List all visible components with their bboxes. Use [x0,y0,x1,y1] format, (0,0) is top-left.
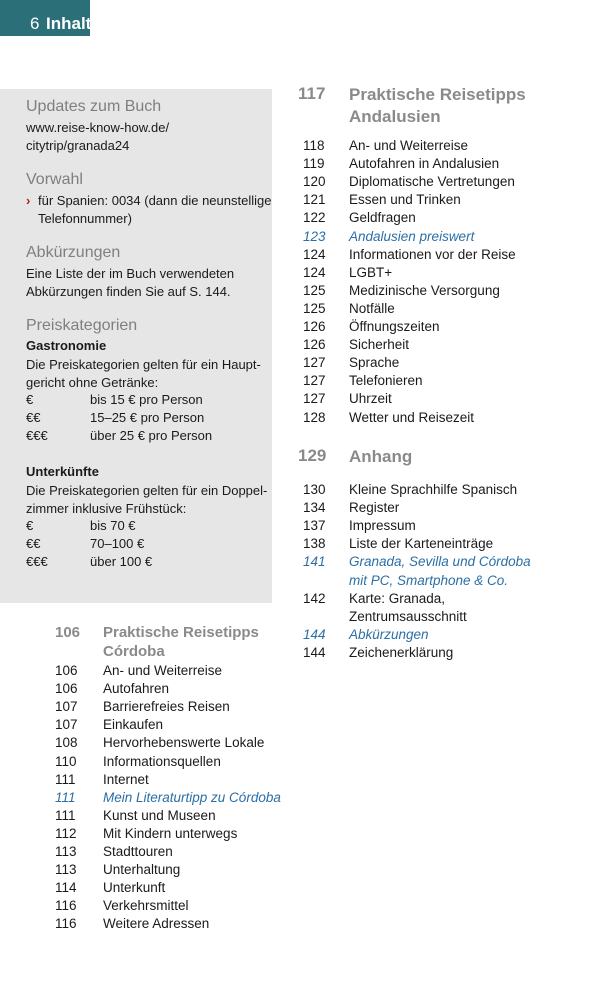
toc-entry-text: Andalusien preiswert [349,228,475,244]
toc-page-number: 142 [303,590,326,606]
vorwahl-heading: Vorwahl [26,171,83,188]
page-title: Inhalt [46,14,92,33]
toc-page-number: 124 [303,264,326,280]
toc-entry-text: Zentrumsausschnitt [349,608,467,624]
toc-entry-text: Diplomatische Vertretungen [349,174,515,190]
toc-page-number: 106 [55,681,78,697]
toc-entry-text: Granada, Sevilla und Córdoba [349,554,531,570]
toc-page-number: 111 [55,789,76,805]
toc-entry-text: Kleine Sprachhilfe Spanisch [349,482,518,497]
updates-url-line2: citytrip/granada24 [26,138,130,153]
toc-entry-text: Barrierefreies Reisen [103,699,230,715]
toc-entry-text: Sicherheit [349,337,410,353]
toc-page-number: 127 [303,391,326,407]
toc-page-number: 123 [303,228,326,244]
toc-entry-text: Weitere Adressen [103,916,210,932]
toc-page-number: 121 [303,192,326,208]
gastro-heading: Gastronomie [26,338,107,353]
toc-entry-text: Informationsquellen [103,753,221,769]
toc-entry-text: Uhrzeit [349,391,392,407]
toc-entry-text: Unterhaltung [103,862,181,878]
page-number: 6 [30,14,40,33]
section-title: Anhang [349,447,413,466]
toc-entry-text: LGBT+ [349,264,393,280]
toc-entry-text: Unterkunft [103,880,166,896]
price-symbol: € [26,392,34,407]
price-symbol: €€ [26,410,41,425]
toc-entry-text: Abkürzungen [349,626,429,642]
toc-entry-text: Impressum [349,518,416,534]
toc-entry-text: Mit Kindern unterwegs [103,825,238,841]
toc-page-number: 113 [55,862,77,878]
section-number: 117 [298,84,326,103]
toc-entry-text: Telefonieren [349,373,423,389]
toc-page-number: 138 [303,536,326,552]
toc-page-number: 119 [303,156,325,172]
gastro-line1: Die Preiskategorien gelten für ein Haupt- [26,357,261,372]
toc-entry-text: Notfälle [349,300,395,316]
updates-url-line1: www.reise-know-how.de/ [26,120,170,135]
toc-page-number: 125 [303,300,326,316]
price-range: über 100 € [90,554,153,569]
toc-entry-text: Informationen vor der Reise [349,246,516,262]
toc-entry-text: An- und Weiterreise [349,138,469,153]
toc-page-number: 122 [303,210,326,226]
price-range: 15–25 € pro Person [90,410,205,425]
vorwahl-line2: Telefonnummer) [38,211,132,226]
toc-entry-text: Wetter und Reisezeit [349,409,475,425]
toc-entry-text: Essen und Trinken [349,192,461,208]
toc-entry-text: An- und Weiterreise [103,663,223,678]
toc-entry-text: Öffnungszeiten [349,319,440,334]
toc-page-number: 107 [55,699,78,715]
toc-page-number: 116 [55,898,77,914]
toc-entry-text: Verkehrsmittel [103,898,189,914]
toc-entry-text: Register [349,500,400,516]
section-number: 106 [55,624,81,641]
toc-page-number: 130 [303,482,326,497]
price-symbol: €€€ [26,428,48,443]
toc-page-number: 111 [55,807,76,823]
abk-line1: Eine Liste der im Buch verwendeten [26,266,235,281]
toc-entry-text: Internet [103,771,149,787]
toc-page-number: 110 [55,753,77,769]
toc-page-number: 144 [303,644,326,660]
toc-entry-text: Liste der Karteneinträge [349,536,494,552]
toc-page-number: 134 [303,500,326,516]
toc-page-number: 126 [303,337,326,353]
toc-page-number: 126 [303,319,326,334]
toc-page-number: 141 [303,554,326,570]
abk-line2: Abkürzungen finden Sie auf S. 144. [26,284,231,299]
unterk-line1: Die Preiskategorien gelten für ein Doppel- [26,483,268,498]
section-title-line1: Praktische Reisetipps [103,624,259,641]
toc-page-number: 137 [303,518,326,534]
toc-entry-text: Medizinische Versorgung [349,282,500,298]
abk-heading: Abkürzungen [26,244,121,261]
unterk-line2: zimmer inklusive Frühstück: [26,501,187,516]
toc-page-number: 127 [303,373,326,389]
toc-page-number: 116 [55,916,77,932]
section-title-line2: Córdoba [103,643,165,660]
price-range: 70–100 € [90,536,145,551]
toc-page-number: 124 [303,246,326,262]
toc-page-number: 114 [55,880,77,896]
updates-heading: Updates zum Buch [26,98,162,115]
toc-entry-text: Einkaufen [103,717,164,733]
toc-entry-text: Stadttouren [103,844,173,859]
chevron-right-icon: › [26,193,31,208]
toc-entry-text: Geldfragen [349,210,416,226]
section-title-line1: Praktische Reisetipps [349,85,526,104]
price-range: über 25 € pro Person [90,428,213,443]
toc-page-number: 125 [303,282,326,298]
toc-entry-text: mit PC, Smartphone & Co. [349,572,509,588]
price-symbol: €€ [26,536,41,551]
section-title-line2: Andalusien [349,107,441,126]
toc-page-number: 144 [303,626,326,642]
toc-page-number: 120 [303,174,326,190]
unterk-heading: Unterkünfte [26,464,99,479]
toc-entry-text: Autofahren [103,681,170,697]
toc-page-number: 111 [55,771,76,787]
toc-page-number: 118 [303,138,325,153]
price-range: bis 70 € [90,518,136,533]
price-symbol: € [26,518,34,533]
section-number: 129 [298,446,327,465]
toc-entry-text: Hervorhebenswerte Lokale [103,735,265,751]
toc-page-number: 106 [55,663,78,678]
toc-entry-text: Zeichenerklärung [349,644,454,660]
toc-entry-text: Karte: Granada, [349,590,446,606]
toc-entry-text: Mein Literaturtipp zu Córdoba [103,789,281,805]
toc-entry-text: Kunst und Museen [103,807,216,823]
toc-page-number: 128 [303,409,326,425]
toc-page-number: 112 [55,825,77,841]
toc-page-number: 107 [55,717,78,733]
toc-page-number: 108 [55,735,78,751]
toc-page-number: 127 [303,355,326,371]
price-symbol: €€€ [26,554,48,569]
preis-heading: Preiskategorien [26,317,138,334]
toc-entry-text: Autofahren in Andalusien [349,156,500,172]
toc-entry-text: Sprache [349,355,400,371]
gastro-line2: gericht ohne Getränke: [26,375,159,390]
toc-page-number: 113 [55,844,77,859]
price-range: bis 15 € pro Person [90,392,203,407]
vorwahl-line1: für Spanien: 0034 (dann die neunstellige [38,193,272,208]
